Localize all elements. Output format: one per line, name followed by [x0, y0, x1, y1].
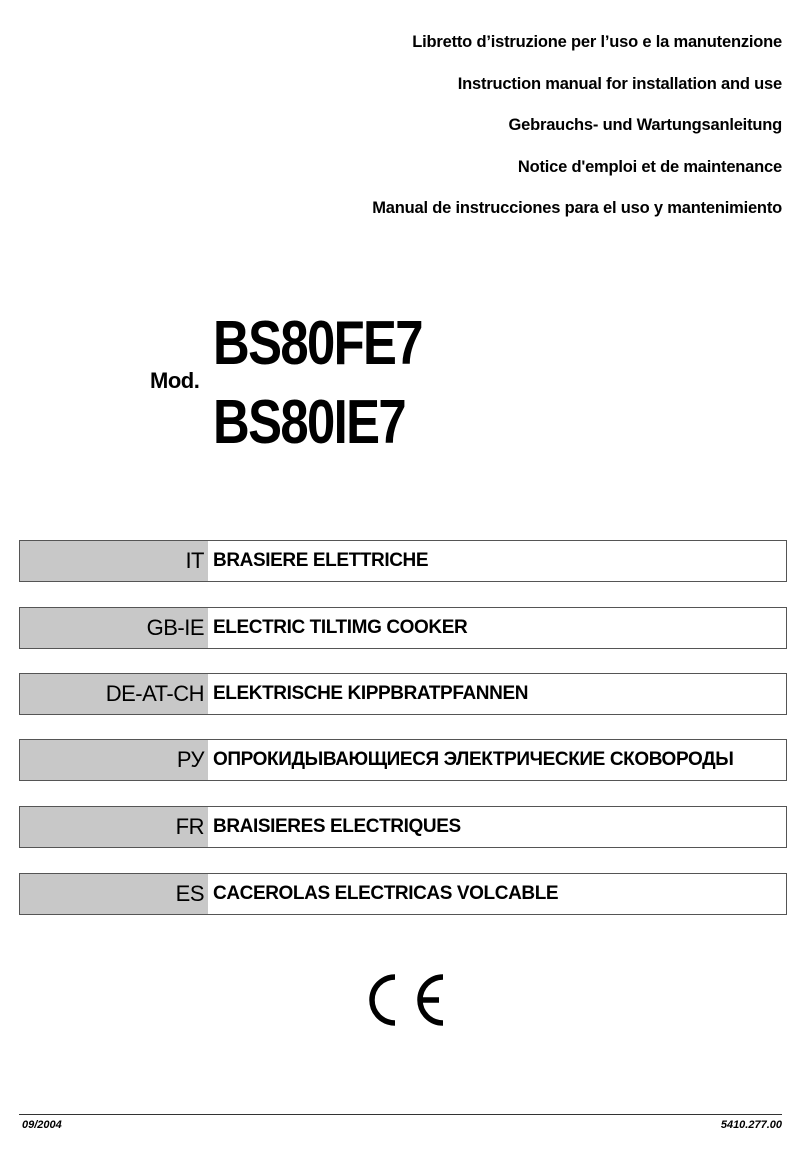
- language-code: IT: [20, 541, 208, 581]
- language-title: CACEROLAS ELECTRICAS VOLCABLE: [213, 883, 559, 904]
- language-title: ELECTRIC TILTIMG COOKER: [213, 617, 468, 638]
- footer-date: 09/2004: [22, 1119, 62, 1131]
- language-row-it: [19, 540, 787, 582]
- model-name-1: BS80FE7: [213, 309, 422, 378]
- language-row-fr: [19, 806, 787, 848]
- footer-divider: [19, 1114, 782, 1115]
- language-row-es: [19, 873, 787, 915]
- language-title: ELEKTRISCHE KIPPBRATPFANNEN: [213, 683, 529, 704]
- model-name-2: BS80IE7: [213, 388, 406, 457]
- footer-doc-number: 5410.277.00: [720, 1119, 782, 1131]
- language-code: ES: [20, 874, 208, 914]
- language-title: BRAISIERES ELECTRIQUES: [213, 816, 461, 837]
- language-code: РУ: [20, 740, 208, 780]
- language-code: FR: [20, 807, 208, 847]
- language-row-de-at-ch: [19, 673, 787, 715]
- language-code: GB-IE: [20, 608, 208, 648]
- subtitle-es: Manual de instrucciones para el uso y mantenimiento: [372, 199, 782, 217]
- language-row-ru: [19, 739, 787, 781]
- language-code: DE-AT-CH: [20, 674, 208, 714]
- language-title: ОПРОКИДЫВАЮЩИЕСЯ ЭЛЕКТРИЧЕСКИЕ СКОВОРОДЫ: [213, 749, 734, 770]
- manual-subtitles: [372, 32, 782, 240]
- model-label: Mod.: [150, 368, 200, 393]
- language-title: BRASIERE ELETTRICHE: [213, 550, 429, 571]
- language-row-gb-ie: [19, 607, 787, 649]
- subtitle-de: Gebrauchs- und Wartungsanleitung: [508, 116, 782, 134]
- ce-mark-icon: [359, 968, 449, 1032]
- subtitle-it: Libretto d’istruzione per l’uso e la manutenzione: [412, 33, 782, 51]
- subtitle-en: Instruction manual for installation and use: [457, 74, 782, 93]
- subtitle-fr: Notice d'emploi et de maintenance: [517, 157, 782, 176]
